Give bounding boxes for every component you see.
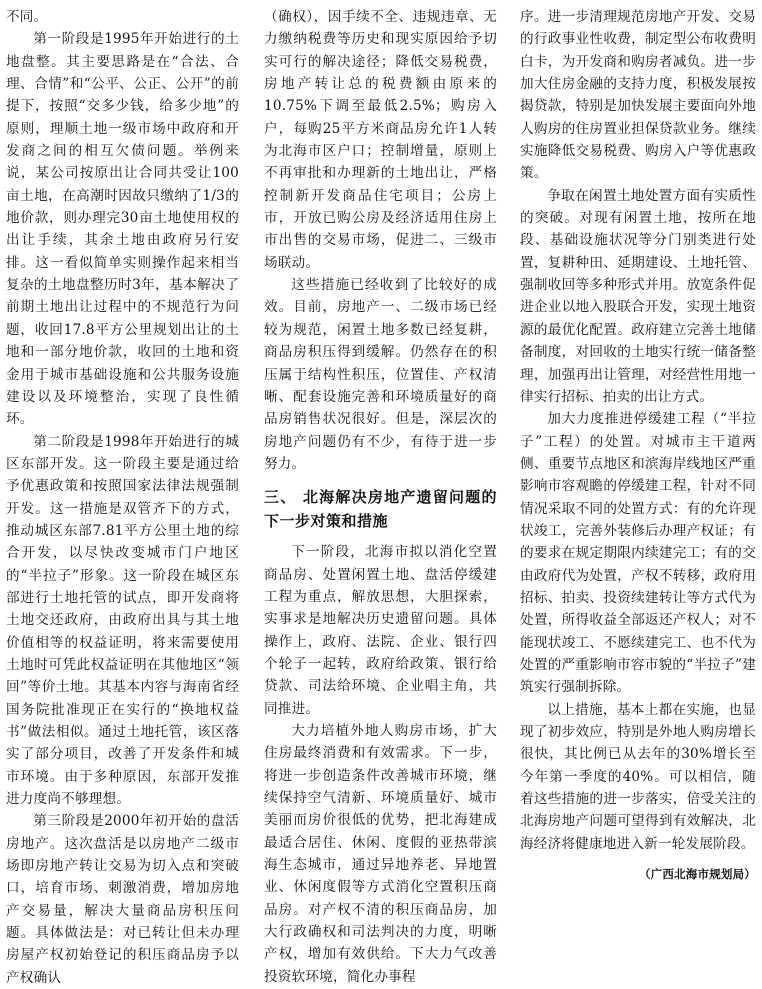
section-heading: 三、 北海解决房地产遗留问题的下一步对策和措施 xyxy=(264,488,497,531)
paragraph: 加大力度推进停缓建工程（“半拉子”工程）的处置。对城市主干道两侧、重要节点地区和滨海岸线地区严重影响市容观瞻的停缓建工程，针对不同情况采取不同的处置方式：有的允许现状竣工，完善外装修后办理产权证；有的要求在规定期限内续建完工；有的交由政府代为处置，产权不转移，政府用招标、拍卖、投资续建转让等方式代为处置，所得收益全部返还产权人；对不能现状竣工、不愿续建完工、也不代为处置的严重影响市容市貌的“半拉子”建筑实行强制拆除。 xyxy=(520,411,756,696)
article-column-1 xyxy=(6,6,239,989)
paragraph-continuation: 不同。 xyxy=(6,9,48,25)
paragraph: 第一阶段是1995年开始进行的土地盘整。其主要思路是在“合法、合理、合情”和“公平、公正、公开”的前提下，按照“交多少钱，给多少地”的原则，理顺土地一级市场中政府和开发商之间的相互欠债问题。举例来说，某公司按原出让合同共受让100亩土地，在高潮时因故只缴纳了1/3的地价款，则办理完30亩土地使用权的出让手续，其余土地由政府另行安排。这一看似简单实则操作起来相当复杂的土地盘整历时3年，基本解决了前期土地出让过程中的不规范行为问题，收回17.8平方公里规划出让的土地和一部分地价款，收回的土地和资金用于城市基础设施和公共服务设施建设以及环境整治，实现了良性循环。 xyxy=(6,31,239,428)
article-column-2 xyxy=(264,6,497,988)
paragraph: 下一阶段，北海市拟以消化空置商品房、处置闲置土地、盘活停缓建工程为重点，解放思想，大胆探索，实事求是地解决历史遗留问题。具体操作上，政府、法院、企业、银行四个轮子一起转，政府给政策、银行给贷款、司法给环境、企业唱主角，共同推进。 xyxy=(264,544,497,717)
paragraph: 争取在闲置土地处置方面有实质性的突破。对现有闲置土地，按所在地段、基础设施状况等分门别类进行处置，复耕种田、延期建设、土地托管、强制收回等多种形式并用。放宽条件促进企业以地入股联合开发，实现土地资源的最优化配置。政府建立完善土地储备制度，对回收的土地实行统一储备整理，加强再出让管理，对经营性用地一律实行招标、拍卖的出让方式。 xyxy=(520,187,756,405)
paragraph: 大力培植外地人购房市场，扩大住房最终消费和有效需求。下一步，将进一步创造条件改善城市环境，继续保持空气清新、环境质量好、城市美丽而房价很低的优势，把北海建成最适合居住、休闲、度假的亚热带滨海生态城市，通过异地养老、异地置业、休闲度假等方式消化空置积压商品房。对产权不清的积压商品房，加大行政确权和司法判决的力度，明晰产权，增加有效供给。下大力气改善投资软环境，简化办事程 xyxy=(264,722,497,985)
paragraph: 这些措施已经收到了比较好的成效。目前，房地产一、二级市场已经较为规范，闲置土地多数已经复耕，商品房积压得到缓解。仍然存在的积压属于结构性积压，位置佳、产权清晰、配套设施完善和环境质量好的商品房销售状况很好。但是，深层次的房地产问题仍有不少，有待于进一步努力。 xyxy=(264,277,497,472)
paragraph-continuation: 序。进一步清理规范房地产开发、交易的行政事业性收费，制定型公布收费明白卡，为开发商和购房者减负。进一步加大住房金融的支持力度，积极发展按揭贷款，特别是加快发展主要面向外地人购房的住房置业担保贷款业务。继续实施降低交易税费、购房入户等优惠政策。 xyxy=(520,9,756,182)
paragraph: 第二阶段是1998年开始进行的城区东部开发。这一阶段主要是通过给予优惠政策和按照国家法律法规强制开发。这一措施是双管齐下的方式，推动城区东部7.81平方公里土地的综合开发，以尽快改变城市门户地区的“半拉子”形象。这一阶段在城区东部进行土地托管的试点，即开发商将土地交还政府，由政府出具与其土地价值相等的权益证明，将来需要使用土地时可凭此权益证明在其他地区“领回”等价土地。其基本内容与海南省经国务院批准现正在实行的“换地权益书”做法相似。通过土地托管，该区落实了部分项目，改善了开发条件和城市环境。由于多种原因，东部开发推进力度尚不够理想。 xyxy=(6,433,239,808)
paragraph-continuation: （确权），因手续不全、违规违章、无力缴纳税费等历史和现实原因给予切实可行的解决途径；降低交易税费，房地产转让总的税费额由原来的10.75%下调至最低2.5%；购房入户，每购25平方米商品房允许1人转为北海市区户口；控制增量，原则上不再审批和办理新的土地出让，严格控制新开发商品住宅项目；公房上市，开放已购公房及经济适用住房上市出售的交易市场，促进二、三级市场联动。 xyxy=(264,9,497,271)
paragraph: 以上措施，基本上都在实施，也显现了初步效应，特别是外地人购房增长很快，其比例已从去年的30%增长至今年第一季度的40%。可以相信，随着这些措施的进一步落实，倍受关注的北海房地产问题可望得到有效解决，北海经济将健康地进入新一轮发展阶段。 xyxy=(520,701,756,852)
author-byline: （广西北海市规划局） xyxy=(639,867,756,882)
article-column-3 xyxy=(520,6,756,885)
paragraph: 第三阶段是2000年初开始的盘活房地产。这次盘活是以房地产二级市场即房地产转让交易为切入点和突破口，培育市场、刺激消费，增加房地产交易量，解决大量商品房积压问题。具体做法是：对已转让但未办理房屋产权初始登记的积压商品房予以产权确认 xyxy=(6,813,239,986)
